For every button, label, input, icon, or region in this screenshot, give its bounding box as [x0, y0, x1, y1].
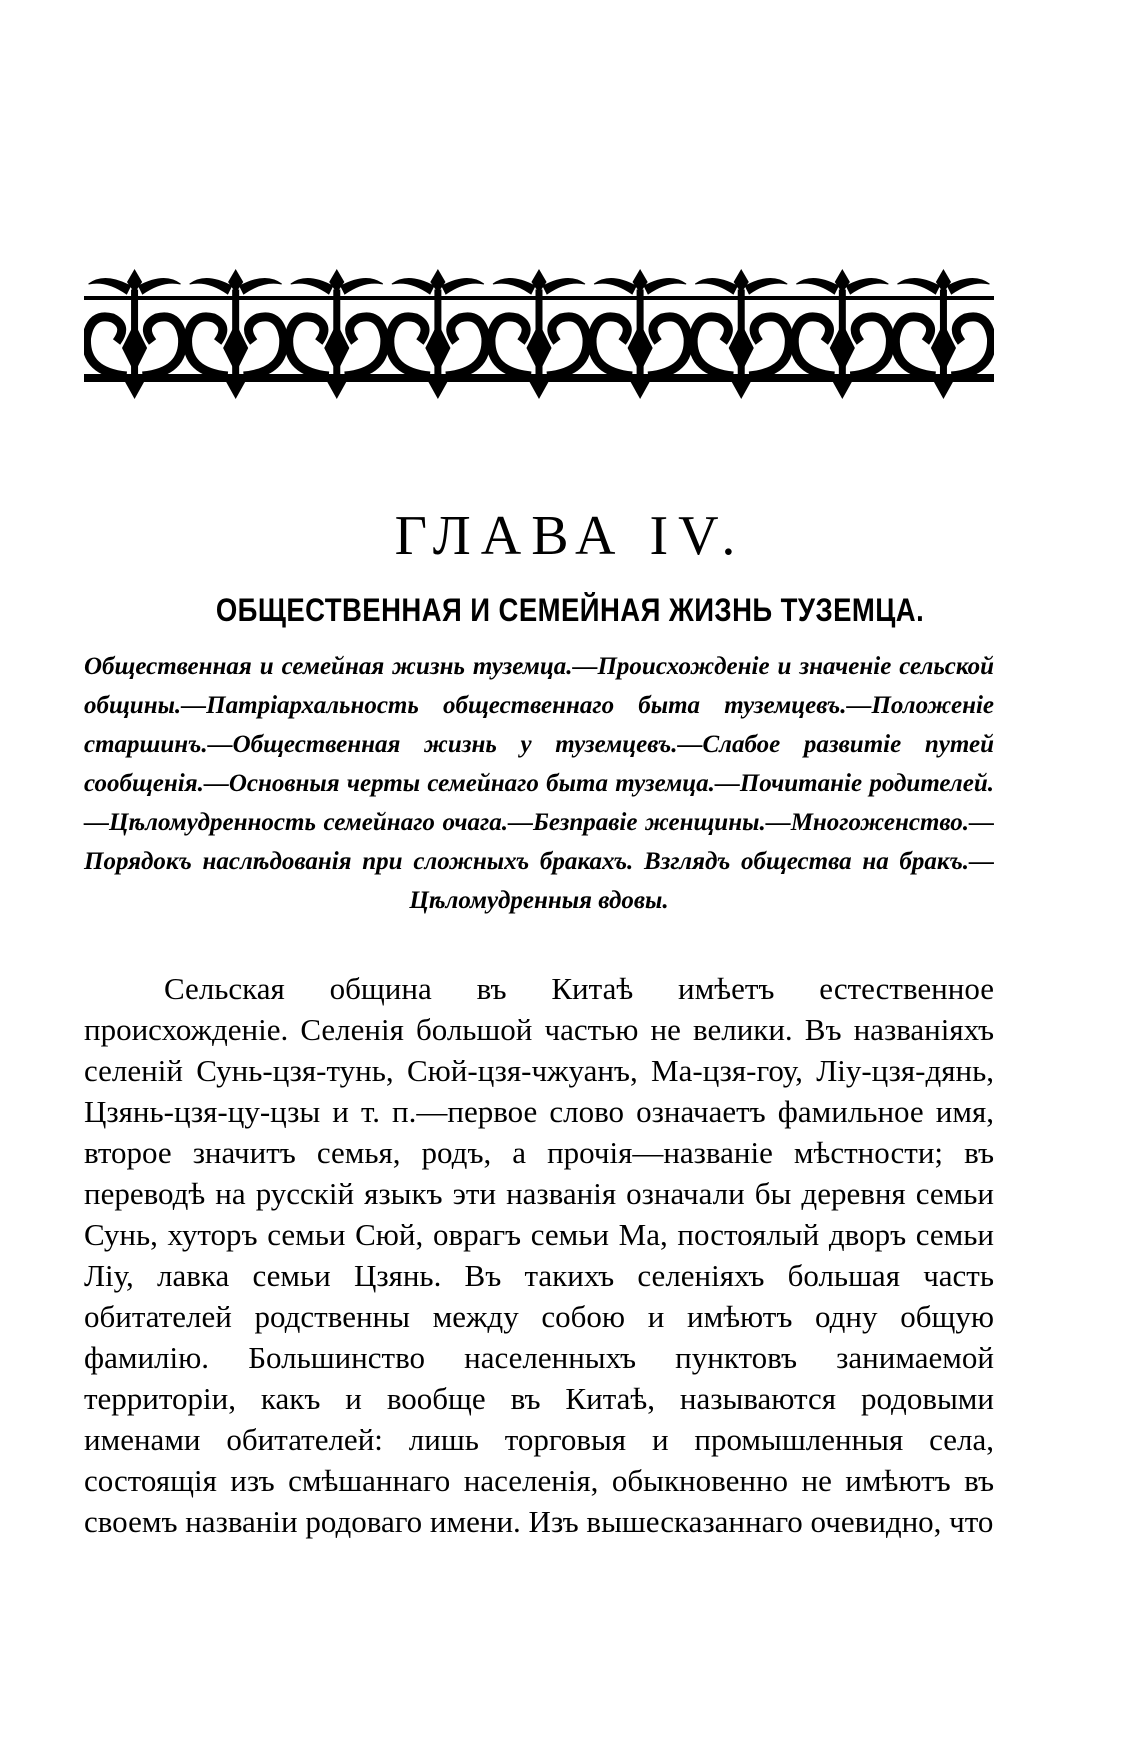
body-paragraph: Сельская община въ Китаѣ имѣетъ естественное происхожденіе. Селенія большой частью не велики. Въ названіяхъ селеній Сунь-цзя-тунь, Сюй-цзя-чжуанъ, Ма-цзя-гоу, Ліу-цзя-дянь, Цзянь-цзя-цу-цзы и т. п.—первое слово означаетъ фамильное имя, второе значитъ семья, родъ, а прочія—названіе мѣстности; въ переводѣ на русскій языкъ эти названія означали бы деревня семьи Сунь, хуторъ семьи Сюй, оврагъ семьи Ма, постоялый дворъ семьи Ліу, лавка семьи Цзянь. Въ такихъ селеніяхъ большая часть обитателей родственны между собою и имѣютъ одну общую фамилію. Большинство населенныхъ пунктовъ занимаемой территоріи, какъ и вообще въ Китаѣ, называются родовыми именами обитателей: лишь торговыя и промышленныя села, состоящія изъ смѣшаннаго населенія, обыкновенно не имѣютъ въ своемъ названіи родоваго имени. Изъ вышесказаннаго очевидно, что [84, 971, 994, 1539]
decorative-headpiece-icon [84, 268, 994, 400]
chapter-heading: ОБЩЕСТВЕННАЯ И СЕМЕЙНАЯ ЖИЗНЬ ТУЗЕМЦА. [215, 592, 925, 628]
chapter-summary: Общественная и семейная жизнь туземца.—Происхожденіе и значеніе сельской общины.—Патріархальность общественнаго быта туземцевъ.—Положеніе старшинъ.—Общественная жизнь у туземцевъ.—Слабое развитіе путей сообщенія.—Основныя черты семейнаго быта туземца.—Почитаніе родителей. —Цѣломудренность семейнаго очага.—Безправіе женщины.—Многоженство.—Порядокъ наслѣдованія при сложныхъ бракахъ. Взглядъ общества на бракъ.—Цѣломудренныя вдовы. [84, 653, 994, 914]
chapter-title: ГЛАВА IV. [394, 505, 746, 567]
